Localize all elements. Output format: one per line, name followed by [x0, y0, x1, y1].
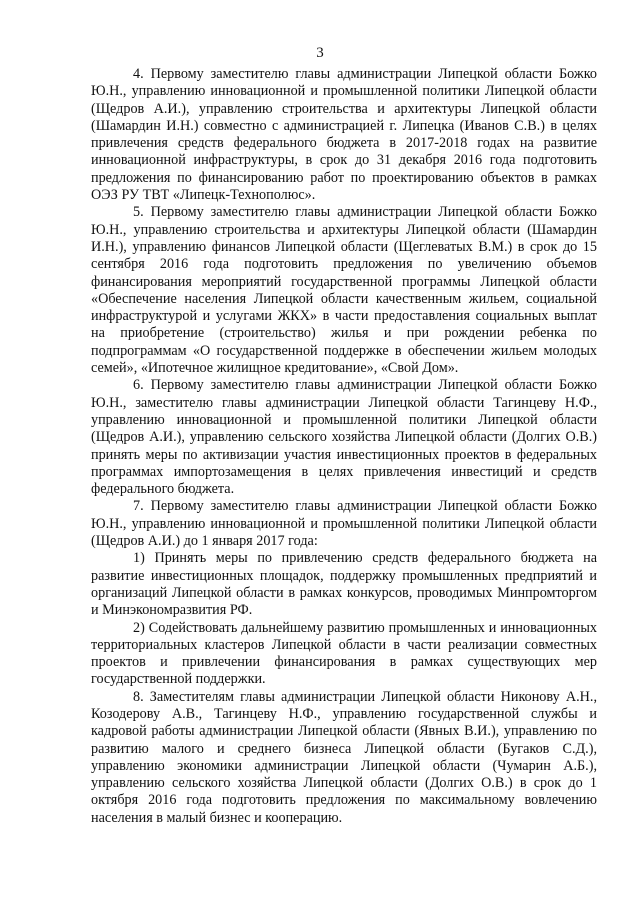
- paragraph-subitem-7-2: 2) Содействовать дальнейшему развитию промышленных и инновационных территориальных кластеров Липецкой области в части реализации совместных проектов и привлечении финансирования в рамках существующих мер государственной поддержки.: [91, 619, 597, 688]
- document-body: [91, 66, 597, 827]
- paragraph-item-6: 6. Первому заместителю главы администрации Липецкой области Божко Ю.Н., заместителю главы администрации Липецкой области Тагинцеву Н.Ф., управлению инновационной и промышленной политики Липецкой области (Щедров А.И.), управлению сельского хозяйства Липецкой области (Долгих О.В.) принять меры по активизации участия инвестиционных проектов в федеральных программах импортозамещения в целях привлечения инвестиций и средств федерального бюджета.: [91, 377, 597, 498]
- paragraph-item-5: 5. Первому заместителю главы администрации Липецкой области Божко Ю.Н., управлению строительства и архитектуры Липецкой области (Шамардин И.Н.), управлению финансов Липецкой области (Щеглеватых В.М.) в срок до 15 сентября 2016 года подготовить предложения по увеличению объемов финансирования мероприятий государственной программы Липецкой области «Обеспечение населения Липецкой области качественным жильем, социальной инфраструктурой и услугами ЖКХ» в части предоставления социальных выплат на приобретение (строительство) жилья и при рождении ребенка по подпрограммам «О государственной поддержке в обеспечении жильем молодых семей», «Ипотечное жилищное кредитование», «Свой Дом».: [91, 204, 597, 377]
- paragraph-item-8: 8. Заместителям главы администрации Липецкой области Никонову А.Н., Козодерову А.В., Тагинцеву Н.Ф., управлению государственной службы и кадровой работы администрации Липецкой области (Явных В.И.), управлению по развитию малого и среднего бизнеса Липецкой области (Бугаков С.Д.), управлению экономики администрации Липецкой области (Чумарин А.Б.), управлению сельского хозяйства Липецкой области (Долгих О.В.) в срок до 1 октября 2016 года подготовить предложения по максимальному вовлечению населения в малый бизнес и кооперацию.: [91, 688, 597, 826]
- paragraph-subitem-7-1: 1) Принять меры по привлечению средств федерального бюджета на развитие инвестиционных площадок, поддержку промышленных предприятий и организаций Липецкой области в рамках конкурсов, проводимых Минпромторгом и Минэкономразвития РФ.: [91, 550, 597, 619]
- paragraph-item-4: 4. Первому заместителю главы администрации Липецкой области Божко Ю.Н., управлению инновационной и промышленной политики Липецкой области (Щедров А.И.), управлению строительства и архитектуры Липецкой области (Шамардин И.Н.) совместно с администрацией г. Липецка (Иванов С.В.) в целях привлечения средств федерального бюджета в 2017-2018 годах на развитие инновационной инфраструктуры, в срок до 31 декабря 2016 года подготовить предложения по финансированию работ по проектированию объектов в рамках ОЭЗ РУ ТВТ «Липецк-Технополюс».: [91, 66, 597, 204]
- page-number: 3: [316, 45, 324, 61]
- paragraph-item-7: 7. Первому заместителю главы администрации Липецкой области Божко Ю.Н., управлению инновационной и промышленной политики Липецкой области (Щедров А.И.) до 1 января 2017 года:: [91, 498, 597, 550]
